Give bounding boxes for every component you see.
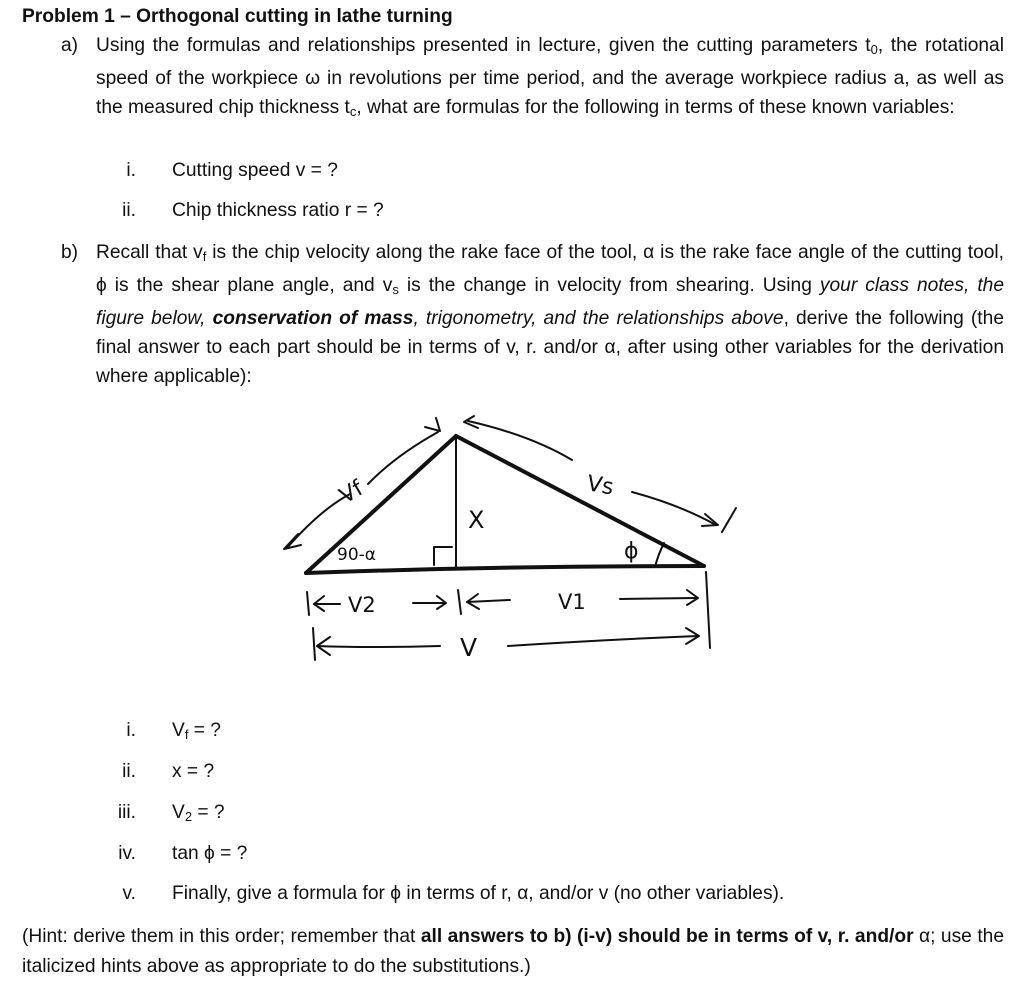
part-a-text-1: Using the formulas and relationships presented in lecture, given the cutting parameters t — [96, 35, 871, 56]
part-b-italic-2: , trigonometry, and the relationships above — [413, 308, 784, 329]
part-b-item-1-text: $V_f$ = ? — [172, 720, 221, 742]
part-a-item-2-num: ii. — [122, 200, 136, 221]
part-b-item-3-num: iii. — [117, 802, 136, 823]
vs-tick — [722, 508, 736, 532]
phi-angle-arc — [655, 543, 664, 567]
part-b-text-1: Recall that v — [96, 242, 203, 263]
right-angle-mark — [434, 547, 452, 565]
part-b-text-4: , derive the following (the final answer to each part should be in terms of v, r. and/or α, after using other variables for the derivation where applicable): — [96, 308, 1004, 387]
part-b-item-2-num: ii. — [122, 761, 136, 782]
v-arrow-left — [317, 646, 440, 647]
sub-f: f — [202, 249, 207, 264]
right-boundary-line — [706, 572, 710, 648]
triangle-base — [306, 566, 704, 573]
part-a-item-1-text: Cutting speed v = ? — [172, 160, 338, 181]
part-b-label: b) — [61, 242, 79, 263]
part-a-item-1-num: i. — [126, 160, 136, 181]
hint-text-2: α; use the italicized hints above as appropriate to do the substitutions.) — [22, 926, 1004, 977]
part-b-item-3-text: $V_2$ = ? — [172, 802, 225, 824]
vs-label: Vs — [584, 471, 616, 501]
problem-title: Problem 1 – Orthogonal cutting in lathe turning — [22, 6, 453, 27]
v1-arrow-left — [467, 600, 510, 602]
left-boundary-line-2 — [313, 628, 315, 660]
v-label: V — [460, 633, 478, 662]
v1-label: V1 — [558, 590, 586, 614]
part-b-item-2-text: x = ? — [172, 761, 215, 782]
part-b-item-1-num: i. — [126, 720, 136, 741]
x-label: X — [468, 506, 485, 534]
v-arrow-right — [508, 636, 698, 646]
part-a-text-2: , the rotational speed of the workpiece ω in revolutions per time period, and the average workpiece radius a, as well as the measured chip thickness t — [96, 35, 1004, 118]
part-b-text-2: is the chip velocity along the rake face of the tool, α is the rake face angle of the cutting tool, ϕ is the shear plane angle, and v — [96, 242, 1005, 296]
vf-arrow-head-right — [425, 418, 440, 431]
part-a-item-2-text: Chip thickness ratio r = ? — [172, 200, 384, 221]
phi-label: ϕ — [624, 539, 639, 564]
part-b-item-5-text: Finally, give a formula for ϕ in terms of r, α, and/or v (no other variables). — [172, 883, 785, 904]
part-a-text-3: , what are formulas for the following in terms of these known variables: — [356, 97, 955, 118]
v1-arrow-right — [620, 598, 696, 599]
v2-label: V2 — [348, 593, 376, 617]
middle-boundary-line — [458, 590, 461, 614]
left-boundary-line — [307, 592, 309, 615]
part-b-italic-1: your class notes, the figure below, — [96, 275, 1004, 329]
hint-bold: all answers to b) (i-v) should be in terms of v, r. and/or — [420, 926, 914, 947]
angle-label: 90-α — [337, 545, 376, 565]
part-b-text-3: is the change in velocity from shearing. Using — [398, 275, 820, 296]
sub-0: 0 — [870, 42, 878, 57]
hint-paragraph — [22, 922, 1004, 982]
vf-label: Vf — [335, 476, 368, 510]
part-b-bold-1: conservation of mass — [212, 308, 414, 329]
part-b-item-5-num: v. — [122, 883, 136, 904]
part-b-item-4-text: tan ϕ = ? — [172, 843, 248, 864]
part-b-item-4-num: iv. — [118, 843, 136, 864]
part-a-label: a) — [61, 35, 79, 56]
sub-s: s — [392, 282, 399, 297]
sub-c: c — [349, 104, 357, 119]
hint-text-1: (Hint: derive them in this order; remember that — [22, 926, 421, 947]
triangle-right-edge — [456, 436, 704, 566]
